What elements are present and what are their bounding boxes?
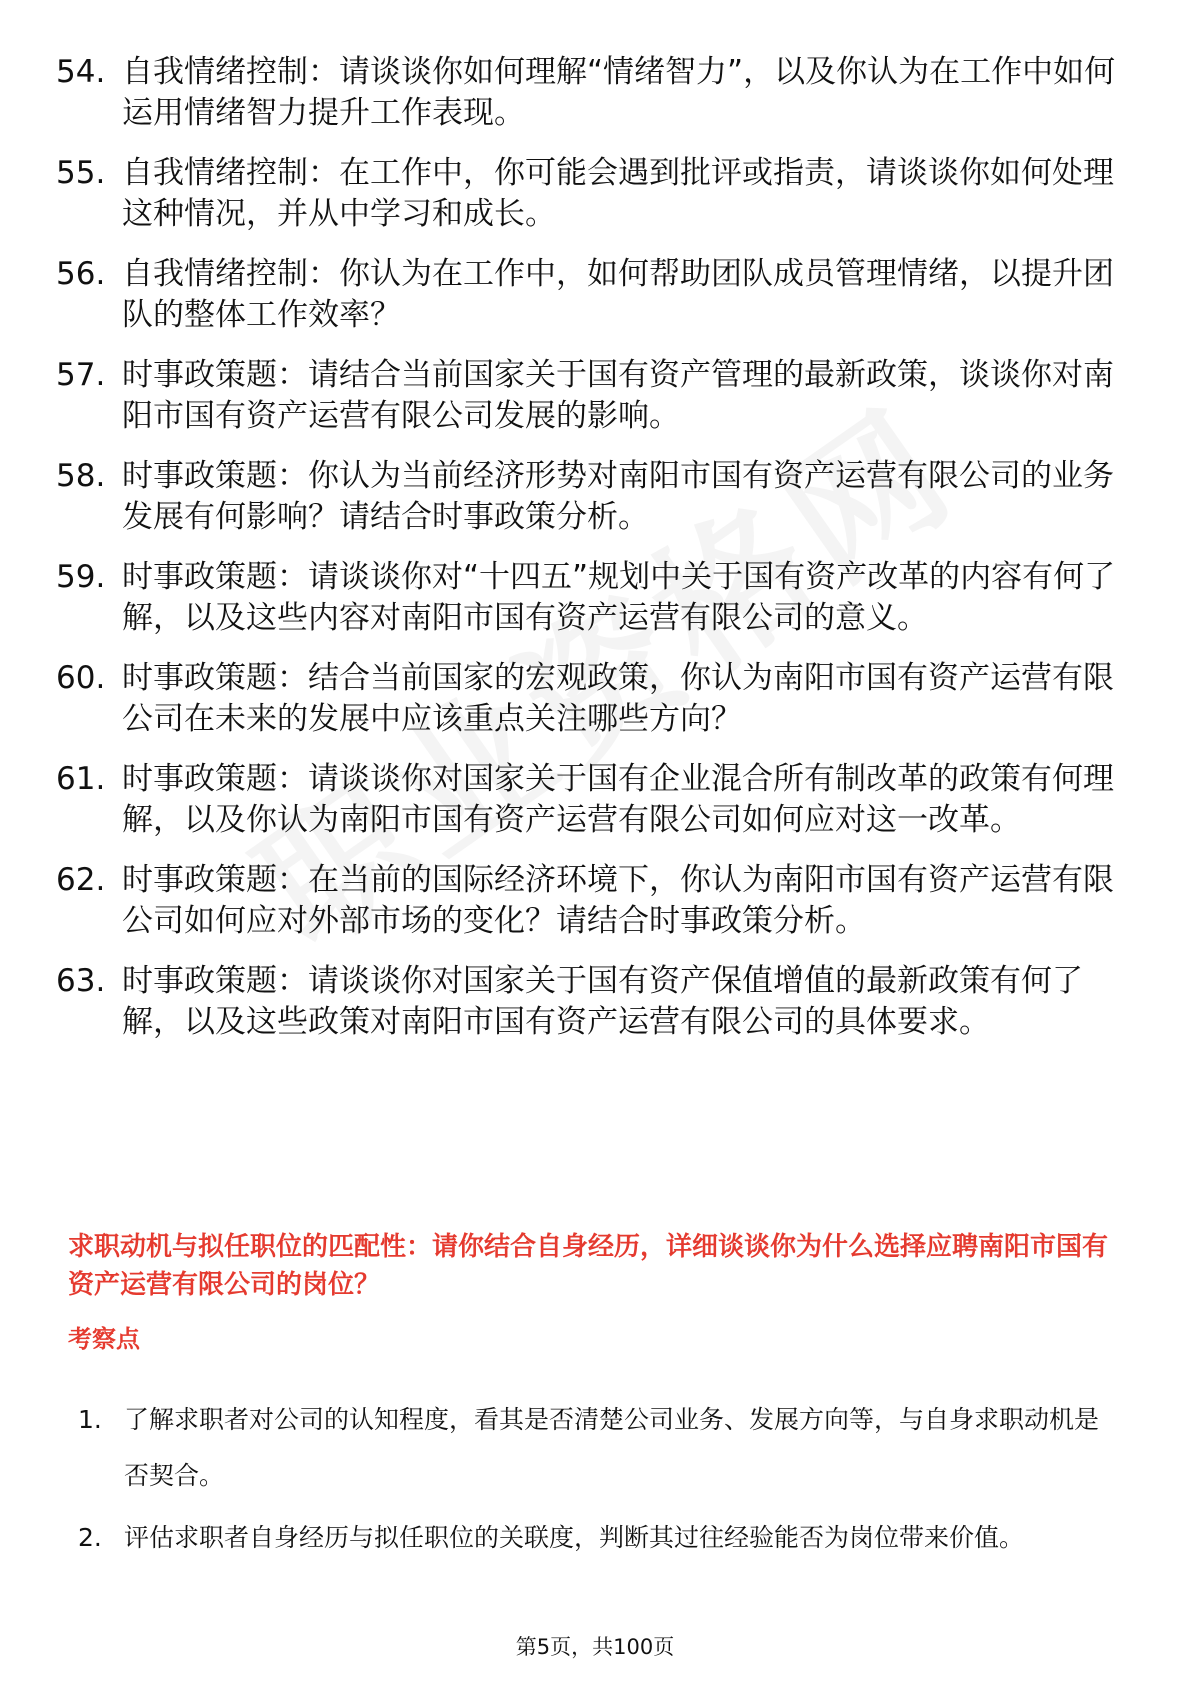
list-item	[56, 355, 1116, 437]
question-number: 62.	[56, 862, 106, 898]
list-item	[56, 153, 1116, 235]
question-text: 自我情绪控制：请谈谈你如何理解“情绪智力”，以及你认为在工作中如何运用情绪智力提升工作表现。	[122, 54, 1116, 131]
list-item	[78, 1392, 1118, 1504]
list-item	[56, 759, 1116, 841]
list-item	[56, 557, 1116, 639]
question-text: 时事政策题：你认为当前经济形势对南阳市国有资产运营有限公司的业务发展有何影响？请结合时事政策分析。	[122, 458, 1114, 535]
question-number: 56.	[56, 256, 106, 292]
list-item	[56, 254, 1116, 336]
question-text: 自我情绪控制：在工作中，你可能会遇到批评或指责，请谈谈你如何处理这种情况，并从中学习和成长。	[122, 155, 1114, 232]
assessment-points-list	[78, 1392, 1118, 1572]
question-text: 时事政策题：请结合当前国家关于国有资产管理的最新政策，谈谈你对南阳市国有资产运营有限公司发展的影响。	[122, 357, 1114, 434]
question-text: 时事政策题：在当前的国际经济环境下，你认为南阳市国有资产运营有限公司如何应对外部市场的变化？请结合时事政策分析。	[122, 862, 1114, 939]
section-heading: 求职动机与拟任职位的匹配性：请你结合自身经历，详细谈谈你为什么选择应聘南阳市国有资产运营有限公司的岗位？	[68, 1232, 1109, 1300]
point-text: 评估求职者自身经历与拟任职位的关联度，判断其过往经验能否为岗位带来价值。	[124, 1523, 1025, 1552]
point-number: 1.	[78, 1405, 102, 1434]
question-text: 时事政策题：请谈谈你对“十四五”规划中关于国有资产改革的内容有何了解，以及这些内容对南阳市国有资产运营有限公司的意义。	[122, 559, 1116, 636]
question-list	[56, 52, 1116, 1062]
question-number: 63.	[56, 963, 106, 999]
question-number: 60.	[56, 660, 106, 696]
question-text: 时事政策题：请谈谈你对国家关于国有企业混合所有制改革的政策有何理解，以及你认为南阳市国有资产运营有限公司如何应对这一改革。	[122, 761, 1114, 838]
list-item	[56, 658, 1116, 740]
question-text: 时事政策题：结合当前国家的宏观政策，你认为南阳市国有资产运营有限公司在未来的发展中应该重点关注哪些方向？	[122, 660, 1114, 737]
list-item	[56, 456, 1116, 538]
point-text: 了解求职者对公司的认知程度，看其是否清楚公司业务、发展方向等，与自身求职动机是否契合。	[124, 1405, 1100, 1490]
list-item	[56, 961, 1116, 1043]
point-number: 2.	[78, 1523, 102, 1552]
page-footer: 第5页，共100页	[515, 1635, 675, 1659]
question-number: 55.	[56, 155, 106, 191]
question-text: 自我情绪控制：你认为在工作中，如何帮助团队成员管理情绪，以提升团队的整体工作效率？	[122, 256, 1114, 333]
question-number: 58.	[56, 458, 106, 494]
list-item	[56, 52, 1116, 134]
question-number: 54.	[56, 54, 106, 90]
list-item	[78, 1510, 1118, 1566]
question-number: 61.	[56, 761, 106, 797]
question-text: 时事政策题：请谈谈你对国家关于国有资产保值增值的最新政策有何了解，以及这些政策对南阳市国有资产运营有限公司的具体要求。	[122, 963, 1083, 1040]
list-item	[56, 860, 1116, 942]
question-number: 59.	[56, 559, 106, 595]
points-label: 考察点	[68, 1325, 140, 1353]
question-number: 57.	[56, 357, 106, 393]
